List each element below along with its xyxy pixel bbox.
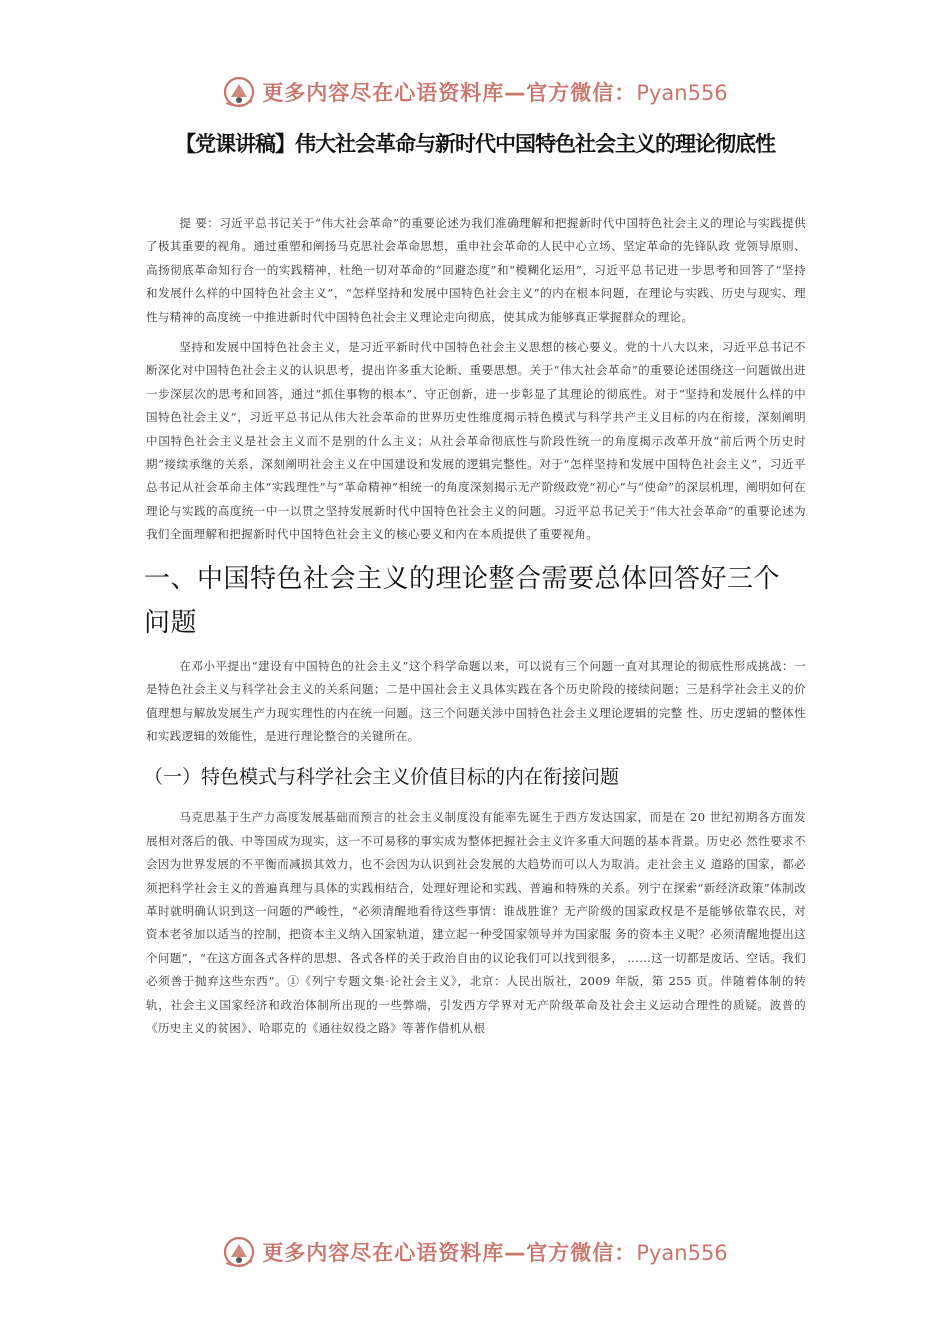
- document-title: 【党课讲稿】伟大社会革命与新时代中国特色社会主义的理论彻底性: [175, 132, 775, 156]
- section-1-1-heading: （一）特色模式与科学社会主义价值目标的内在衔接问题: [144, 766, 620, 789]
- watermark-logo-icon: [222, 1235, 256, 1269]
- section-1-paragraph: 在邓小平提出“建设有中国特色的社会主义”这个科学命题以来，可以说有三个问题一直对其理论的彻底性形成挑战：一是特色社会主义与科学社会主义的关系问题；二是中国社会主义具体实践在各个历史阶段的接续问题；三是科学社会主义的价值理想与解放发展生产力现实理性的内在统一问题。这三个问题关涉中国特色社会主义理论逻辑的完整 性、历史逻辑的整体性和实践逻辑的效能性，是进行理论整合的关键所在。: [146, 658, 806, 743]
- header-watermark: [0, 72, 950, 112]
- watermark-wechat-id: Pyan556: [636, 1241, 728, 1265]
- watermark-label: 更多内容尽在心语资料库—官方微信：: [262, 1241, 637, 1265]
- section-1-heading: 一、中国特色社会主义的理论整合需要总体回答好三个问题: [144, 563, 781, 638]
- watermark-wechat-id: Pyan556: [636, 81, 728, 105]
- watermark-text: [262, 1237, 727, 1267]
- watermark-text: [262, 77, 727, 107]
- footer-watermark: [0, 1232, 950, 1272]
- intro-paragraph: 坚持和发展中国特色社会主义，是习近平新时代中国特色社会主义思想的核心要义。党的十八大以来，习近平总书记不断深化对中国特色社会主义的认识思考，提出许多重大论断、重要思想。关于“伟大社会革命”的重要论述围绕这一问题做出进一步深层次的思考和回答，通过“抓住事物的根本”、守正创新，进一步彰显了其理论的彻底性。对于“坚持和发展什么样的中国特色社会主义”，习近平总书记从伟大社会革命的世界历史性维度揭示特色模式与科学共产主义目标的内在衔接，深刻阐明中国特色社会主义是社会主义而不是别的什么主义；从社会革命彻底性与阶段性统一的角度揭示改革开放“前后两个历史时期”接续承继的关系，深刻阐明社会主义在中国建设和发展的逻辑完整性。对于“怎样坚持和发展中国特色社会主义”，习近平总书记从社会革命主体“实践理性”与“革命精神”相统一的角度深刻揭示无产阶级政党“初心”与“使命”的深层机理，阐明如何在理论与实践的高度统一中一以贯之坚持发展新时代中国特色社会主义的问题。习近平总书记关于“伟大社会革命”的重要论述为我们全面理解和把握新时代中国特色社会主义的核心要义和内在本质提供了重要视角。: [146, 340, 806, 542]
- section-1-1-paragraph: 马克思基于生产力高度发展基础而预言的社会主义制度没有能率先诞生于西方发达国家，而是在 20 世纪初期各方面发展相对落后的俄、中等国成为现实，这一不可易移的事实成为整体把握社会主义许多重大问题的基本背景。历史必 然性要求不会因为世界发展的不平衡而减损其效力，也不会因为认识到社会发展的大趋势而可以人为取消。走社会主义 道路的国家，都必须把科学社会主义的普遍真理与具体的实践相结合，处理好理论和实践、普遍和特殊的关系。列宁在探索“新经济政策”体制改革时就明确认识到这一问题的严峻性，“必须清醒地看待这些事情：谁战胜谁？无产阶级的国家政权是不是能够依靠农民，对资本老爷加以适当的控制，把资本主义纳入国家轨道，建立起一种受国家领导并为国家服 务的资本主义呢？必须清醒地提出这个问题”，“在这方面各式各样的思想、各式各样的关于政治自由的议论我们可以找到很多， ……这一切都是废话、空话。我们必须善于抛弃这些东西”。①《列宁专题文集·论社会主义》，北京：人民出版社，2009 年版，第 255 页。伴随着体制的转轨，社会主义国家经济和政治体制所出现的一些弊端，引发西方学界对无产阶级革命及社会主义运动合理性的质疑。波普的《历史主义的贫困》、哈耶克的《通往奴役之路》等著作借机从根: [146, 810, 806, 1035]
- watermark-logo-icon: [222, 75, 256, 109]
- watermark-label: 更多内容尽在心语资料库—官方微信：: [262, 81, 637, 105]
- document-body: [146, 212, 806, 1047]
- abstract-paragraph: 提 要：习近平总书记关于“伟大社会革命”的重要论述为我们准确理解和把握新时代中国特色社会主义的理论与实践提供了极其重要的视角。通过重塑和阐扬马克思社会革命思想，重申社会革命的人民中心立场、坚定革命的先锋队政 党领导原则、高扬彻底革命知行合一的实践精神，杜绝一切对革命的“回避态度”和“模糊化运用”，习近平总书记进一步思考和回答了“坚持和发展什么样的中国特色社会主义”，“怎样坚持和发展中国特色社会主义”的内在根本问题，在理论与实践、历史与现实、理性与精神的高度统一中推进新时代中国特色社会主义理论走向彻底，使其成为能够真正掌握群众的理论。: [146, 216, 806, 324]
